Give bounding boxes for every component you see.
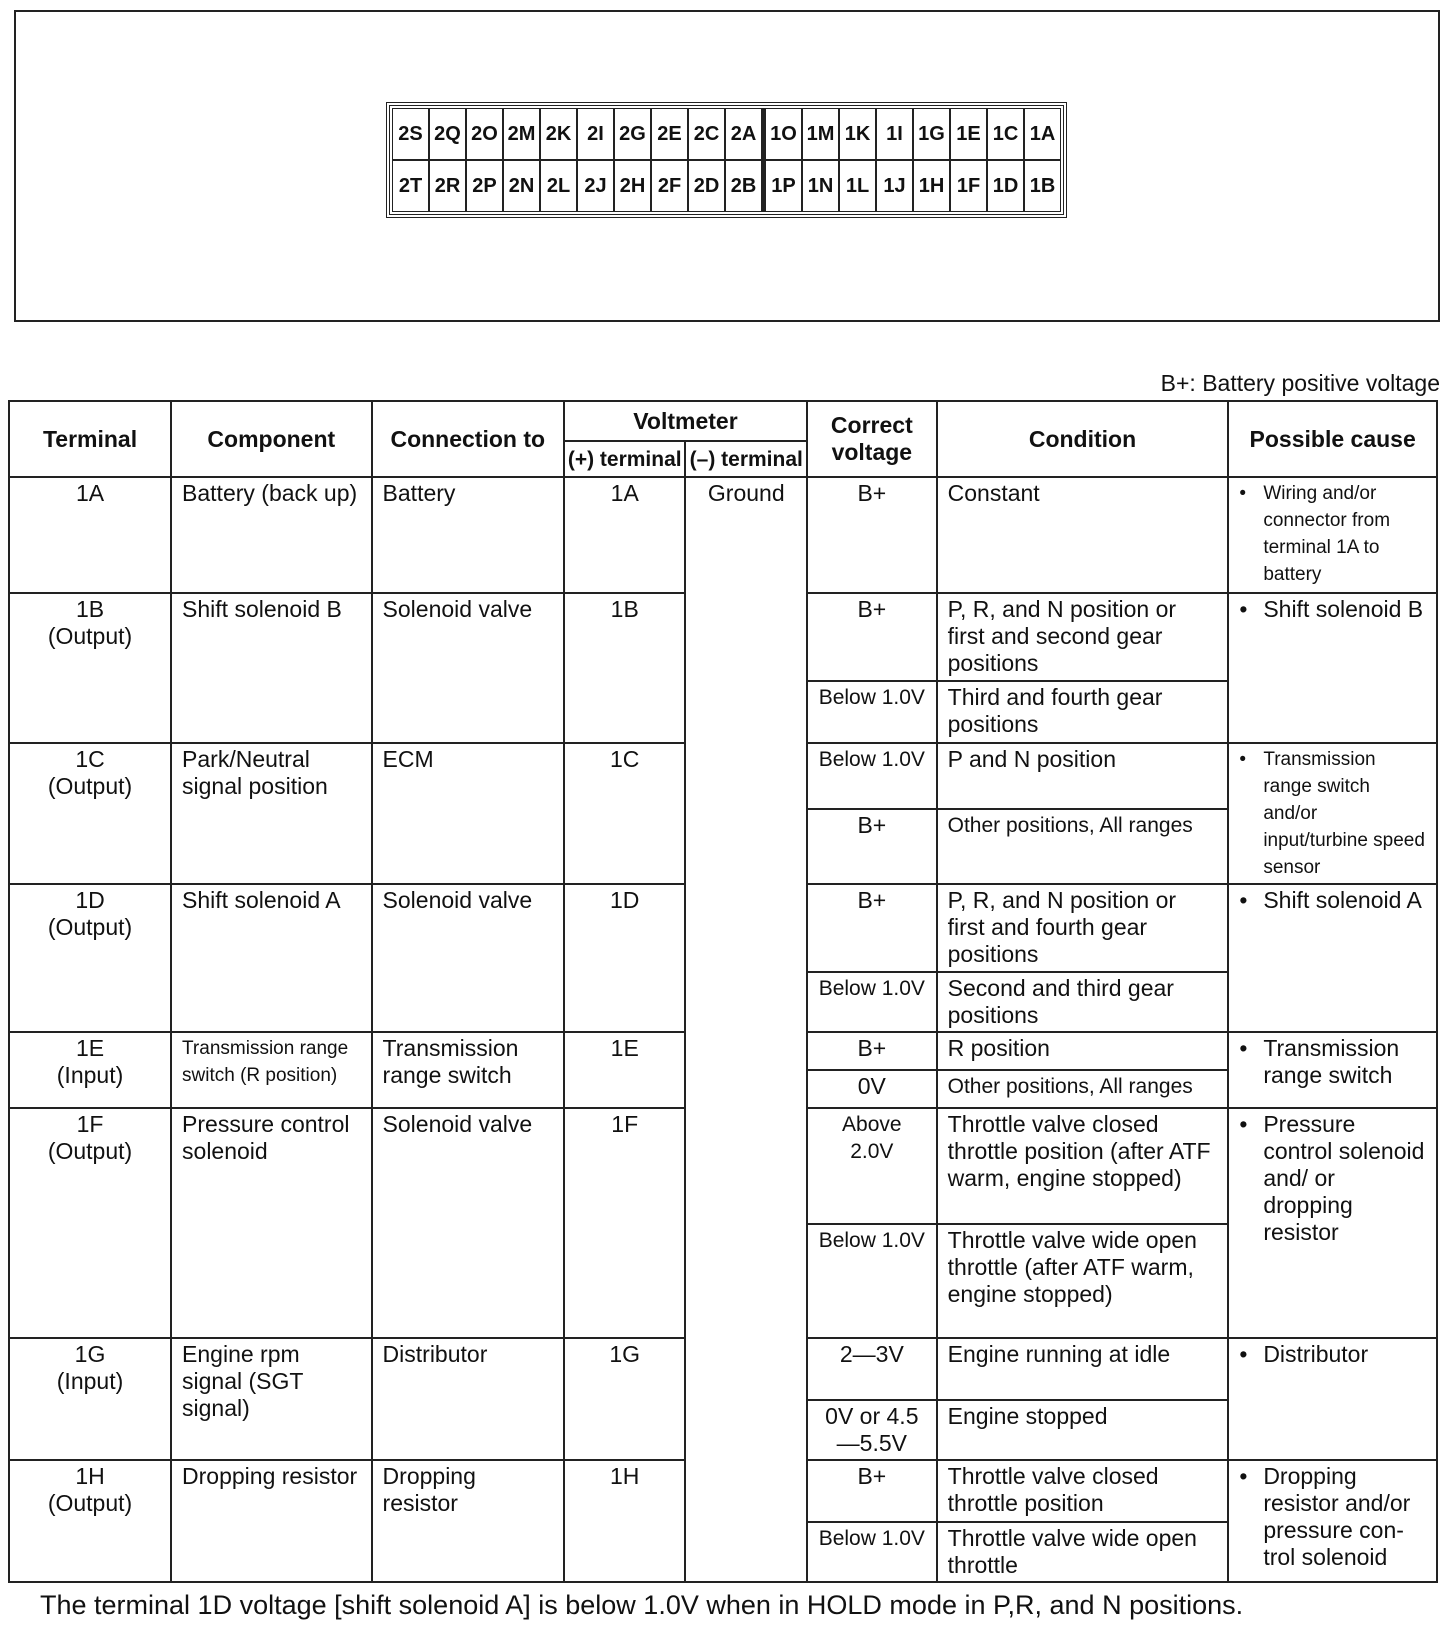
terminal-cell [9, 1032, 171, 1108]
connector-block [386, 102, 1067, 218]
cause-text: Dropping resistor and/or pressure con- trol solenoid [1263, 1463, 1411, 1570]
terminal-io: (Output) [47, 914, 133, 940]
pin: 2O [466, 108, 503, 160]
terminal-cell [9, 593, 171, 743]
terminal-io: (Output) [47, 623, 133, 649]
voltage-cell: B+ [807, 1032, 937, 1070]
terminal-cell [9, 884, 171, 1032]
voltage-cell: B+ [807, 477, 937, 593]
pin: 2D [688, 160, 725, 212]
plus-terminal-cell: 1F [564, 1108, 686, 1338]
pin: 2G [614, 108, 651, 160]
bullet-icon: • [1239, 1463, 1248, 1489]
terminal-io: (Output) [47, 773, 133, 799]
bullet-icon: • [1239, 596, 1248, 622]
component-cell: Transmission range switch (R position) [171, 1032, 372, 1108]
cause-text: Transmission range switch and/or input/turbine speed sensor [1263, 749, 1425, 878]
connection-cell: Solenoid valve [372, 1108, 564, 1338]
pin: 2N [503, 160, 540, 212]
condition-cell: Other positions, All ranges [937, 1070, 1229, 1108]
pin: 1M [802, 108, 839, 160]
condition-cell: P and N position [937, 743, 1229, 809]
terminal-id: 1D [75, 887, 105, 913]
terminal-id: 1E [75, 1035, 105, 1061]
plus-terminal-cell: 1A [564, 477, 686, 593]
cause-text: Pressure control solenoid and/ or dropping resistor [1263, 1111, 1425, 1245]
pin: 2S [392, 108, 429, 160]
connection-cell: ECM [372, 743, 564, 884]
pin: 2E [651, 108, 688, 160]
terminal-cell [9, 477, 171, 593]
legend-note: B+: Battery positive voltage [1160, 370, 1440, 396]
voltage-cell: Above 2.0V [807, 1108, 937, 1224]
connection-cell: Dropping resistor [372, 1460, 564, 1582]
voltage-cell: B+ [807, 884, 937, 972]
voltage-cell: Below 1.0V [807, 743, 937, 809]
pin: 1A [1024, 108, 1061, 160]
connector-diagram [14, 10, 1440, 322]
voltage-cell: B+ [807, 1460, 937, 1522]
cause-text: Shift solenoid A [1263, 887, 1422, 913]
header-condition: Condition [937, 401, 1229, 477]
pin: 1H [913, 160, 950, 212]
voltage-cell: 2—3V [807, 1338, 937, 1400]
voltage-cell: 0V or 4.5—5.5V [807, 1400, 937, 1460]
pin: 2F [651, 160, 688, 212]
component-cell: Dropping resistor [171, 1460, 372, 1582]
pin: 2C [688, 108, 725, 160]
header-possible-cause: Possible cause [1228, 401, 1437, 477]
header-minus-terminal: (–) terminal [685, 441, 807, 477]
component-cell: Shift solenoid B [171, 593, 372, 743]
bullet-icon: • [1239, 1111, 1248, 1137]
pin: 1P [765, 160, 802, 212]
voltage-cell: Below 1.0V [807, 1522, 937, 1582]
voltage-cell: B+ [807, 593, 937, 681]
header-component: Component [171, 401, 372, 477]
condition-cell: Throttle valve closed throttle position (after ATF warm, engine stopped) [937, 1108, 1229, 1224]
pin-group-1 [762, 108, 1061, 212]
pin: 1N [802, 160, 839, 212]
pin-group-2 [392, 108, 762, 212]
terminal-id: 1H [75, 1463, 105, 1489]
terminal-id: 1F [76, 1111, 104, 1137]
component-cell: Pressure control solenoid [171, 1108, 372, 1338]
cause-cell [1228, 1032, 1437, 1108]
pin: 2A [725, 108, 762, 160]
ground-cell: Ground [685, 477, 807, 1582]
terminal-cell [9, 1108, 171, 1338]
connection-cell: Distributor [372, 1338, 564, 1460]
terminal-cell [9, 1338, 171, 1460]
pin: 1E [950, 108, 987, 160]
condition-cell: P, R, and N position or first and fourth gear positions [937, 884, 1229, 972]
plus-terminal-cell: 1H [564, 1460, 686, 1582]
condition-cell: R position [937, 1032, 1229, 1070]
condition-cell: P, R, and N position or first and second gear positions [937, 593, 1229, 681]
condition-cell: Engine running at idle [937, 1338, 1229, 1400]
pin: 2K [540, 108, 577, 160]
plus-terminal-cell: 1G [564, 1338, 686, 1460]
connection-cell: Transmission range switch [372, 1032, 564, 1108]
cause-cell [1228, 743, 1437, 884]
terminal-spec-table [8, 400, 1438, 1583]
terminal-cell [9, 743, 171, 884]
pin: 2Q [429, 108, 466, 160]
header-plus-terminal: (+) terminal [564, 441, 686, 477]
voltage-cell: Below 1.0V [807, 1224, 937, 1338]
component-cell: Battery (back up) [171, 477, 372, 593]
pin: 1I [876, 108, 913, 160]
pin: 2R [429, 160, 466, 212]
bullet-icon: • [1239, 749, 1246, 770]
cause-cell [1228, 1108, 1437, 1338]
cause-cell [1228, 1338, 1437, 1460]
pin: 1O [765, 108, 802, 160]
terminal-io: (Output) [47, 1138, 133, 1164]
pin: 2I [577, 108, 614, 160]
terminal-io: (Output) [47, 1490, 133, 1516]
terminal-io: (Input) [56, 1368, 124, 1394]
component-cell: Shift solenoid A [171, 884, 372, 1032]
bullet-icon: • [1239, 1341, 1248, 1367]
condition-cell: Third and fourth gear positions [937, 681, 1229, 743]
terminal-io: (Input) [56, 1062, 124, 1088]
bullet-icon: • [1239, 1035, 1248, 1061]
component-cell: Engine rpm signal (SGT signal) [171, 1338, 372, 1460]
table-row [9, 477, 1437, 593]
voltage-cell: 0V [807, 1070, 937, 1108]
header-voltmeter: Voltmeter [564, 401, 807, 441]
terminal-id: 1A [75, 480, 105, 506]
pin: 1B [1024, 160, 1061, 212]
pin: 1D [987, 160, 1024, 212]
cause-text: Transmission range switch [1263, 1035, 1400, 1088]
connection-cell: Battery [372, 477, 564, 593]
pin: 2B [725, 160, 762, 212]
pin: 1K [839, 108, 876, 160]
bullet-icon: • [1239, 483, 1246, 504]
pin: 1F [950, 160, 987, 212]
voltage-cell: Below 1.0V [807, 972, 937, 1032]
pin: 1C [987, 108, 1024, 160]
cause-text: Distributor [1263, 1341, 1369, 1367]
pin: 1L [839, 160, 876, 212]
pin: 2T [392, 160, 429, 212]
pin: 1J [876, 160, 913, 212]
terminal-id: 1G [74, 1341, 106, 1367]
pin: 2H [614, 160, 651, 212]
pin: 2L [540, 160, 577, 212]
condition-cell: Constant [937, 477, 1229, 593]
connection-cell: Solenoid valve [372, 884, 564, 1032]
terminal-id: 1B [75, 596, 105, 622]
plus-terminal-cell: 1B [564, 593, 686, 743]
cause-cell [1228, 1460, 1437, 1582]
terminal-id: 1C [75, 746, 105, 772]
plus-terminal-cell: 1E [564, 1032, 686, 1108]
footnote: The terminal 1D voltage [shift solenoid A] is below 1.0V when in HOLD mode in P,R, and N positions. [40, 1590, 1244, 1620]
pin: 2M [503, 108, 540, 160]
cause-cell [1228, 477, 1437, 593]
cause-text: Wiring and/or connector from terminal 1A to battery [1263, 483, 1391, 585]
cause-text: Shift solenoid B [1263, 596, 1424, 622]
pin: 1G [913, 108, 950, 160]
cause-cell [1228, 884, 1437, 1032]
header-correct-line1: Correct [830, 412, 913, 438]
pin: 2P [466, 160, 503, 212]
header-connection: Connection to [372, 401, 564, 477]
voltage-cell: B+ [807, 809, 937, 884]
voltage-cell: Below 1.0V [807, 681, 937, 743]
condition-cell: Throttle valve wide open throttle [937, 1522, 1229, 1582]
cause-cell [1228, 593, 1437, 743]
plus-terminal-cell: 1D [564, 884, 686, 1032]
bullet-icon: • [1239, 887, 1248, 913]
condition-cell: Other positions, All ranges [937, 809, 1229, 884]
header-correct-voltage [807, 401, 937, 477]
condition-cell: Engine stopped [937, 1400, 1229, 1460]
header-terminal: Terminal [9, 401, 171, 477]
connection-cell: Solenoid valve [372, 593, 564, 743]
condition-cell: Throttle valve closed throttle position [937, 1460, 1229, 1522]
header-correct-line2: voltage [831, 439, 913, 465]
component-cell: Park/Neutral signal position [171, 743, 372, 884]
condition-cell: Throttle valve wide open throttle (after ATF warm, engine stopped) [937, 1224, 1229, 1338]
terminal-cell [9, 1460, 171, 1582]
pin: 2J [577, 160, 614, 212]
condition-cell: Second and third gear positions [937, 972, 1229, 1032]
plus-terminal-cell: 1C [564, 743, 686, 884]
